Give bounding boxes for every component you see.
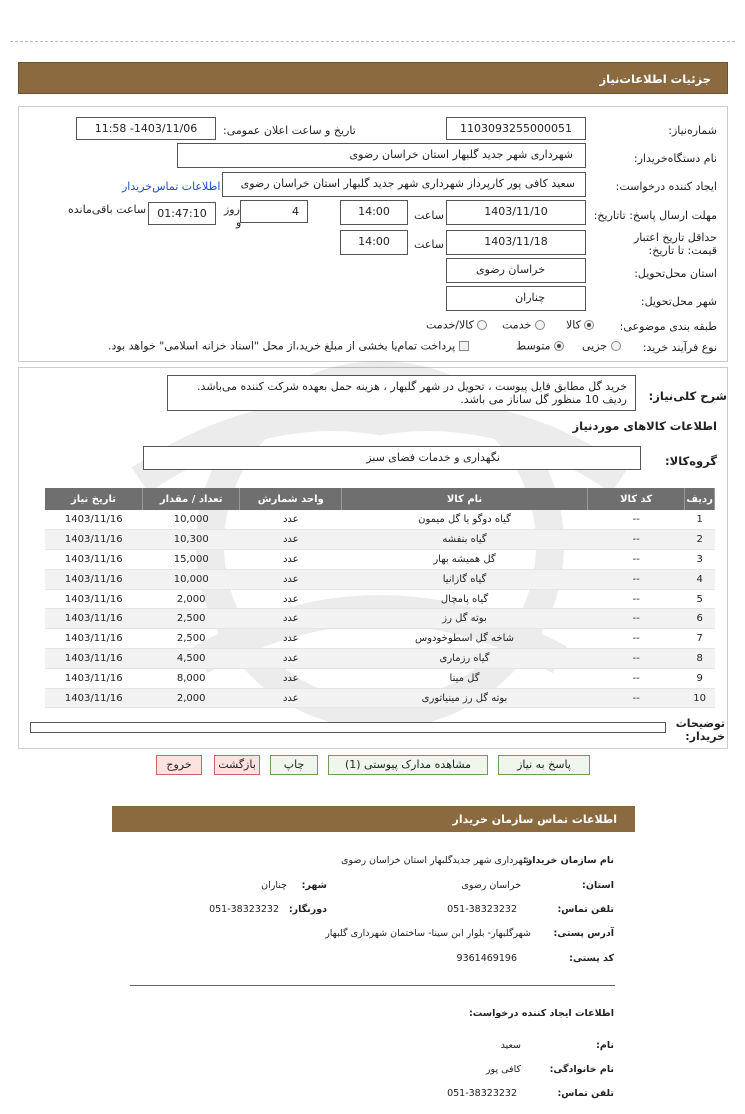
table-row <box>45 688 715 708</box>
category-label: طبقه بندی موضوعی: <box>619 320 717 333</box>
remaining-time-field: 01:47:10 <box>148 202 216 225</box>
cell-code: -- <box>587 609 684 629</box>
cell-qty: 2,000 <box>142 688 239 708</box>
cell-date: 1403/11/16 <box>45 589 142 609</box>
cell-date: 1403/11/16 <box>45 510 142 530</box>
cell-code: -- <box>587 629 684 649</box>
cell-code: -- <box>587 530 684 550</box>
city-field: چناران <box>446 286 586 311</box>
radio-icon <box>477 320 487 330</box>
fax-value: 051-38323232 <box>209 904 279 915</box>
deadline-time-label: ساعت <box>414 209 444 222</box>
cell-name: گل مینا <box>342 668 588 688</box>
creator-phone-value: 051-38323232 <box>447 1088 517 1099</box>
summary-line-1: خرید گل مطابق فایل پیوست ، تحویل در شهر گلبهار ، هزینه حمل بعهده شرکت کننده می‌باشد. <box>197 380 627 393</box>
category-option-goods[interactable]: کالا <box>566 318 594 332</box>
back-button[interactable]: بازگشت <box>214 755 260 775</box>
cell-name: گیاه بنفشه <box>342 530 588 550</box>
city-label: شهر محل‌تحویل: <box>640 295 717 308</box>
cell-name: گیاه دوگو یا گل میمون <box>342 510 588 530</box>
city-value-2: چناران <box>261 880 287 891</box>
address-label: آدرس پستی: <box>553 928 614 939</box>
cell-date: 1403/11/16 <box>45 668 142 688</box>
province-field: خراسان رضوی <box>446 258 586 283</box>
process-option-medium[interactable]: متوسط <box>516 339 564 353</box>
validity-label: حداقل تاریخ اعتبار قیمت: تا تاریخ: <box>633 231 717 257</box>
table-row <box>45 649 715 669</box>
cell-row: 4 <box>685 569 715 589</box>
family-label: نام خانوادگی: <box>549 1064 614 1075</box>
process-option-minor[interactable]: جزیی <box>582 339 621 353</box>
radio-icon <box>535 320 545 330</box>
goods-heading: اطلاعات کالاهای موردنیاز <box>572 419 717 433</box>
cell-row: 10 <box>685 688 715 708</box>
table-row <box>45 589 715 609</box>
cell-unit: عدد <box>240 688 342 708</box>
cell-name: گیاه رزماری <box>342 649 588 669</box>
cell-qty: 2,500 <box>142 609 239 629</box>
cell-unit: عدد <box>240 589 342 609</box>
cell-unit: عدد <box>240 569 342 589</box>
family-value: کافی پور <box>485 1064 521 1075</box>
cell-code: -- <box>587 569 684 589</box>
fax-label: دورنگار: <box>288 904 327 915</box>
cell-code: -- <box>587 649 684 669</box>
table-row <box>45 668 715 688</box>
group-label: گروه‌کالا: <box>665 454 717 468</box>
radio-icon <box>611 341 621 351</box>
table-row <box>45 569 715 589</box>
buyer-notes-label: توضیحات خریدار: <box>675 717 725 743</box>
cell-date: 1403/11/16 <box>45 688 142 708</box>
cell-qty: 10,300 <box>142 530 239 550</box>
and-label: و <box>236 216 242 229</box>
creator-field: سعید کافی پور کارپرداز شهرداری شهر جدید گلبهار استان خراسان رضوی <box>222 172 586 197</box>
org-label: نام سازمان خریدار: <box>523 855 614 866</box>
cell-date: 1403/11/16 <box>45 569 142 589</box>
cell-date: 1403/11/16 <box>45 550 142 570</box>
cell-code: -- <box>587 550 684 570</box>
view-documents-button[interactable]: مشاهده مدارک پیوستی (1) <box>328 755 488 775</box>
cell-date: 1403/11/16 <box>45 530 142 550</box>
col-qty: تعداد / مقدار <box>142 488 239 510</box>
org-value: شهرداری شهر جدیدگلبهار استان خراسان رضوی <box>341 855 531 866</box>
cell-row: 1 <box>685 510 715 530</box>
buyer-org-label: نام دستگاه‌خریدار: <box>633 152 717 165</box>
name-value: سعید <box>500 1040 521 1051</box>
goods-table <box>45 488 715 708</box>
deadline-label: مهلت ارسال پاسخ: تاتاریخ: <box>593 209 717 222</box>
remaining-label: ساعت باقی‌مانده <box>68 203 147 216</box>
top-divider <box>10 41 735 42</box>
col-row: ردیف <box>685 488 715 510</box>
cell-unit: عدد <box>240 668 342 688</box>
cell-row: 5 <box>685 589 715 609</box>
cell-name: شاخه گل اسطوخودوس <box>342 629 588 649</box>
col-code: کد کالا <box>587 488 684 510</box>
summary-field <box>167 375 636 411</box>
need-number-field: 1103093255000051 <box>446 117 586 140</box>
cell-qty: 15,000 <box>142 550 239 570</box>
process-label: نوع فرآیند خرید: <box>642 341 717 354</box>
table-row <box>45 510 715 530</box>
deadline-date-field: 1403/11/10 <box>446 200 586 225</box>
cell-date: 1403/11/16 <box>45 609 142 629</box>
radio-checked-icon <box>554 341 564 351</box>
address-value: شهرگلبهار- بلوار ابن سینا- ساختمان شهرداری گلبهار <box>325 928 531 939</box>
cell-code: -- <box>587 589 684 609</box>
province-label: استان محل‌تحویل: <box>634 267 717 280</box>
col-date: تاریخ نیاز <box>45 488 142 510</box>
cell-qty: 8,000 <box>142 668 239 688</box>
cell-name: بوته گل رز مینیاتوری <box>342 688 588 708</box>
validity-date-field: 1403/11/18 <box>446 230 586 255</box>
creator-phone-label: تلفن تماس: <box>557 1088 614 1099</box>
cell-qty: 10,000 <box>142 510 239 530</box>
checkbox-icon <box>459 341 469 351</box>
table-row <box>45 609 715 629</box>
name-label: نام: <box>596 1040 614 1051</box>
contact-divider <box>130 985 615 986</box>
cell-date: 1403/11/16 <box>45 629 142 649</box>
validity-time-label: ساعت <box>414 238 444 251</box>
category-option-both[interactable]: کالا/خدمت <box>426 318 487 332</box>
cell-row: 3 <box>685 550 715 570</box>
cell-name: گل همیشه بهار <box>342 550 588 570</box>
col-unit: واحد شمارش <box>240 488 342 510</box>
col-name: نام کالا <box>342 488 588 510</box>
buyer-contact-link[interactable]: اطلاعات تماس‌خریدار <box>122 180 221 193</box>
cell-row: 7 <box>685 629 715 649</box>
summary-label: شرح کلی‌نیاز: <box>648 389 727 403</box>
province-value-2: خراسان رضوی <box>461 880 521 891</box>
cell-qty: 2,500 <box>142 629 239 649</box>
cell-code: -- <box>587 668 684 688</box>
buyer-notes-field <box>30 722 666 733</box>
cell-row: 8 <box>685 649 715 669</box>
exit-button[interactable]: خروج <box>156 755 202 775</box>
cell-qty: 2,000 <box>142 589 239 609</box>
table-row <box>45 550 715 570</box>
creator-label: ایجاد کننده درخواست: <box>615 180 717 193</box>
deadline-time-field: 14:00 <box>340 200 408 225</box>
cell-code: -- <box>587 510 684 530</box>
city-label-2: شهر: <box>301 880 327 891</box>
announce-field: 1403/11/06- 11:58 <box>76 117 216 140</box>
cell-unit: عدد <box>240 649 342 669</box>
postal-label: کد پستی: <box>569 953 614 964</box>
reply-button[interactable]: پاسخ به نیاز <box>498 755 590 775</box>
validity-time-field: 14:00 <box>340 230 408 255</box>
cell-name: بوته گل رز <box>342 609 588 629</box>
cell-row: 9 <box>685 668 715 688</box>
group-field: نگهداری و خدمات فضای سبز <box>143 446 641 470</box>
cell-unit: عدد <box>240 629 342 649</box>
radio-checked-icon <box>584 320 594 330</box>
cell-unit: عدد <box>240 550 342 570</box>
cell-unit: عدد <box>240 530 342 550</box>
days-label: روز <box>224 203 240 216</box>
table-row <box>45 629 715 649</box>
cell-qty: 10,000 <box>142 569 239 589</box>
cell-name: گیاه پامچال <box>342 589 588 609</box>
announce-label: تاریخ و ساعت اعلان عمومی: <box>223 124 356 137</box>
summary-line-2: ردیف 10 منظور گل ساناز می باشد. <box>460 393 627 406</box>
category-option-service[interactable]: خدمت <box>502 318 545 332</box>
cell-date: 1403/11/16 <box>45 649 142 669</box>
cell-unit: عدد <box>240 609 342 629</box>
days-field: 4 <box>240 200 308 223</box>
phone-value: 051-38323232 <box>447 904 517 915</box>
cell-row: 6 <box>685 609 715 629</box>
contact-header <box>112 806 635 832</box>
treasury-payment-checkbox[interactable]: پرداخت تمام‌یا بخشی از مبلغ خرید،از محل "اسناد خزانه اسلامی" خواهد بود. <box>108 339 469 353</box>
province-label-2: استان: <box>582 880 614 891</box>
table-row <box>45 530 715 550</box>
contact-title: اطلاعات تماس سازمان خریدار <box>452 813 617 826</box>
need-number-label: شماره‌نیاز: <box>668 124 717 137</box>
cell-row: 2 <box>685 530 715 550</box>
cell-name: گیاه گازانیا <box>342 569 588 589</box>
print-button[interactable]: چاپ <box>270 755 318 775</box>
cell-code: -- <box>587 688 684 708</box>
page-header <box>18 62 728 94</box>
cell-unit: عدد <box>240 510 342 530</box>
creator-info-title: اطلاعات ایجاد کننده درخواست: <box>468 1008 614 1019</box>
page-title: جزئیات اطلاعات‌نیاز <box>599 72 711 86</box>
table-header-row <box>45 488 715 510</box>
phone-label: تلفن تماس: <box>557 904 614 915</box>
postal-value: 9361469196 <box>456 953 517 964</box>
buyer-org-field: شهرداری شهر جدید گلبهار استان خراسان رضوی <box>177 143 586 168</box>
cell-qty: 4,500 <box>142 649 239 669</box>
